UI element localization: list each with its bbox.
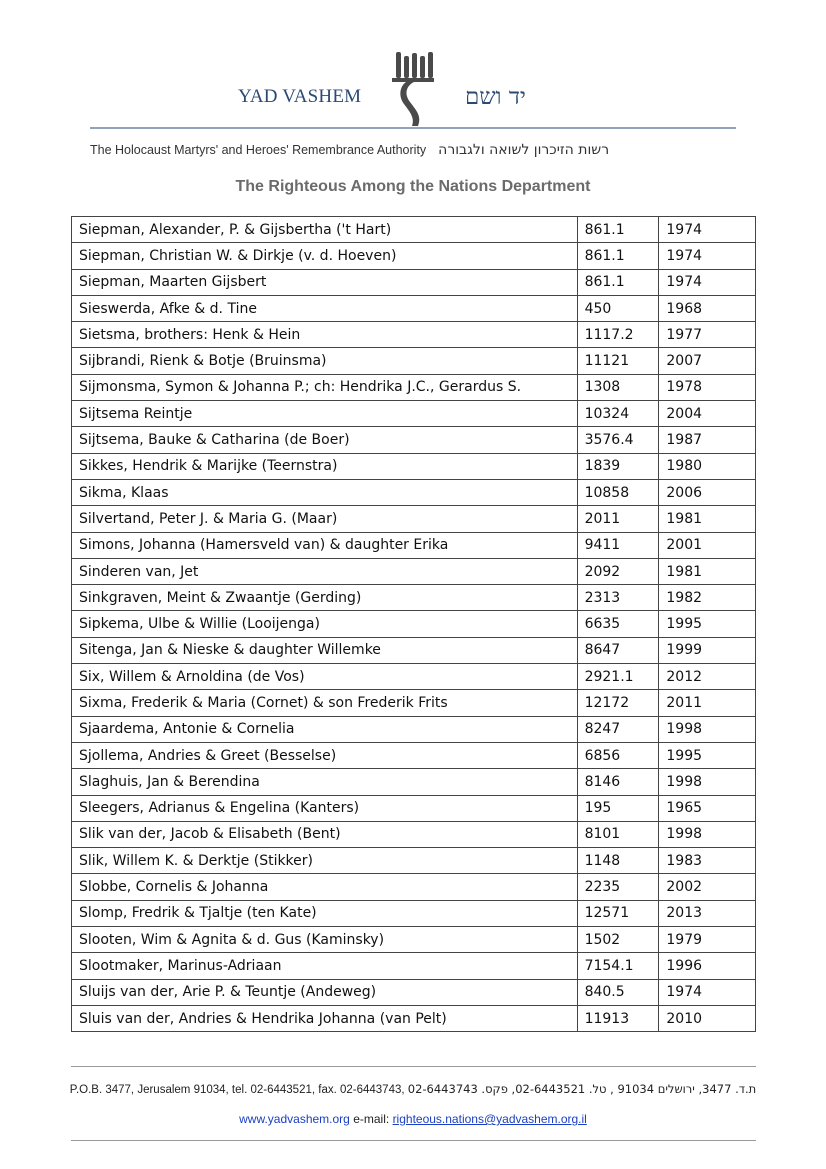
- row-year-cell: 1974: [659, 217, 756, 243]
- table-row: [72, 374, 756, 400]
- row-year-cell: 1974: [659, 243, 756, 269]
- row-year-cell: 1995: [659, 742, 756, 768]
- row-file-cell: 12172: [577, 690, 659, 716]
- row-file-cell: 2011: [577, 506, 659, 532]
- row-name-cell: Slomp, Fredrik & Tjaltje (ten Kate): [72, 900, 578, 926]
- table-row: [72, 1005, 756, 1031]
- email-label: e-mail:: [353, 1112, 390, 1126]
- row-file-cell: 8146: [577, 769, 659, 795]
- row-file-cell: 1502: [577, 927, 659, 953]
- row-year-cell: 2004: [659, 401, 756, 427]
- row-name-cell: Slootmaker, Marinus-Adriaan: [72, 953, 578, 979]
- website-link[interactable]: www.yadvashem.org: [239, 1112, 350, 1126]
- row-year-cell: 1980: [659, 453, 756, 479]
- table-row: [72, 900, 756, 926]
- row-year-cell: 1981: [659, 506, 756, 532]
- row-name-cell: Sixma, Frederik & Maria (Cornet) & son Frederik Frits: [72, 690, 578, 716]
- table-row: [72, 664, 756, 690]
- row-file-cell: 7154.1: [577, 953, 659, 979]
- row-year-cell: 1965: [659, 795, 756, 821]
- row-file-cell: 9411: [577, 532, 659, 558]
- row-file-cell: 861.1: [577, 243, 659, 269]
- row-name-cell: Siepman, Christian W. & Dirkje (v. d. Hoeven): [72, 243, 578, 269]
- row-year-cell: 1998: [659, 821, 756, 847]
- row-name-cell: Sietsma, brothers: Henk & Hein: [72, 322, 578, 348]
- table-row: [72, 453, 756, 479]
- brand-name-english: YAD VASHEM: [238, 86, 362, 107]
- row-name-cell: Sinkgraven, Meint & Zwaantje (Gerding): [72, 585, 578, 611]
- row-year-cell: 2012: [659, 664, 756, 690]
- row-file-cell: 6856: [577, 742, 659, 768]
- authority-english: The Holocaust Martyrs' and Heroes' Remembrance Authority: [90, 143, 427, 157]
- table-row: [72, 690, 756, 716]
- row-file-cell: 1308: [577, 374, 659, 400]
- row-name-cell: Sipkema, Ulbe & Willie (Looijenga): [72, 611, 578, 637]
- row-name-cell: Slobbe, Cornelis & Johanna: [72, 874, 578, 900]
- row-name-cell: Slaghuis, Jan & Berendina: [72, 769, 578, 795]
- email-link[interactable]: righteous.nations@yadvashem.org.il: [392, 1112, 587, 1126]
- footer-address: P.O.B. 3477, Jerusalem 91034, tel. 02-6443521, fax. 02-6443743, ת.ד. 3477, ירושלים 91034 , טל. 02-6443521, פקס. 02-6443743: [69, 1082, 757, 1096]
- row-file-cell: 450: [577, 295, 659, 321]
- row-name-cell: Sijbrandi, Rienk & Botje (Bruinsma): [72, 348, 578, 374]
- row-year-cell: 1996: [659, 953, 756, 979]
- table-row: [72, 742, 756, 768]
- row-file-cell: 1148: [577, 848, 659, 874]
- row-year-cell: 1981: [659, 558, 756, 584]
- table-row: [72, 427, 756, 453]
- table-row: [72, 795, 756, 821]
- row-file-cell: 2313: [577, 585, 659, 611]
- row-year-cell: 1982: [659, 585, 756, 611]
- row-year-cell: 1974: [659, 979, 756, 1005]
- row-name-cell: Slooten, Wim & Agnita & d. Gus (Kaminsky): [72, 927, 578, 953]
- header-divider: [90, 127, 736, 129]
- row-file-cell: 2235: [577, 874, 659, 900]
- table-row: [72, 479, 756, 505]
- table-row: [72, 953, 756, 979]
- row-file-cell: 11913: [577, 1005, 659, 1031]
- row-year-cell: 2002: [659, 874, 756, 900]
- table-row: [72, 217, 756, 243]
- table-row: [72, 637, 756, 663]
- row-name-cell: Sieswerda, Afke & d. Tine: [72, 295, 578, 321]
- table-row: [72, 506, 756, 532]
- table-row: [72, 611, 756, 637]
- footer-divider-top: [71, 1066, 756, 1067]
- row-name-cell: Sluijs van der, Arie P. & Teuntje (Andeweg): [72, 979, 578, 1005]
- department-title: The Righteous Among the Nations Department: [235, 178, 591, 195]
- row-year-cell: 1987: [659, 427, 756, 453]
- row-year-cell: 1998: [659, 716, 756, 742]
- row-name-cell: Sitenga, Jan & Nieske & daughter Willemke: [72, 637, 578, 663]
- footer-divider-bottom: [71, 1140, 756, 1141]
- brand-name-hebrew: יד ושם: [465, 84, 526, 110]
- row-name-cell: Sjollema, Andries & Greet (Besselse): [72, 742, 578, 768]
- row-year-cell: 1998: [659, 769, 756, 795]
- row-name-cell: Slik van der, Jacob & Elisabeth (Bent): [72, 821, 578, 847]
- row-file-cell: 8647: [577, 637, 659, 663]
- authority-hebrew: רשות הזיכרון לשואה ולגבורה: [438, 142, 610, 158]
- row-file-cell: 12571: [577, 900, 659, 926]
- row-name-cell: Sijtsema, Bauke & Catharina (de Boer): [72, 427, 578, 453]
- table-row: [72, 874, 756, 900]
- table-row: [72, 295, 756, 321]
- table-row: [72, 269, 756, 295]
- row-file-cell: 2092: [577, 558, 659, 584]
- table-row: [72, 927, 756, 953]
- address-english: P.O.B. 3477, Jerusalem 91034, tel. 02-6443521, fax. 02-6443743: [69, 1084, 402, 1096]
- table-row: [72, 848, 756, 874]
- row-name-cell: Sinderen van, Jet: [72, 558, 578, 584]
- row-name-cell: Sleegers, Adrianus & Engelina (Kanters): [72, 795, 578, 821]
- row-name-cell: Six, Willem & Arnoldina (de Vos): [72, 664, 578, 690]
- footer-contact: [0, 1112, 826, 1126]
- row-name-cell: Siepman, Alexander, P. & Gijsbertha ('t Hart): [72, 217, 578, 243]
- row-year-cell: 1977: [659, 322, 756, 348]
- row-name-cell: Slik, Willem K. & Derktje (Stikker): [72, 848, 578, 874]
- row-file-cell: 8101: [577, 821, 659, 847]
- table-body: [72, 217, 756, 1032]
- row-file-cell: 1117.2: [577, 322, 659, 348]
- row-name-cell: Simons, Johanna (Hamersveld van) & daughter Erika: [72, 532, 578, 558]
- row-year-cell: 2011: [659, 690, 756, 716]
- row-year-cell: 1999: [659, 637, 756, 663]
- row-file-cell: 1839: [577, 453, 659, 479]
- row-name-cell: Silvertand, Peter J. & Maria G. (Maar): [72, 506, 578, 532]
- table-row: [72, 322, 756, 348]
- row-file-cell: 6635: [577, 611, 659, 637]
- row-name-cell: Sijtsema Reintje: [72, 401, 578, 427]
- row-file-cell: 2921.1: [577, 664, 659, 690]
- row-file-cell: 195: [577, 795, 659, 821]
- table-row: [72, 348, 756, 374]
- row-file-cell: 8247: [577, 716, 659, 742]
- yad-vashem-menorah-logo-icon: [388, 50, 440, 128]
- table-row: [72, 585, 756, 611]
- table-row: [72, 532, 756, 558]
- row-year-cell: 2001: [659, 532, 756, 558]
- row-year-cell: 1974: [659, 269, 756, 295]
- table-row: [72, 821, 756, 847]
- row-file-cell: 10324: [577, 401, 659, 427]
- table-row: [72, 716, 756, 742]
- row-year-cell: 2006: [659, 479, 756, 505]
- table-row: [72, 401, 756, 427]
- row-name-cell: Sjaardema, Antonie & Cornelia: [72, 716, 578, 742]
- row-file-cell: 840.5: [577, 979, 659, 1005]
- row-year-cell: 2007: [659, 348, 756, 374]
- row-file-cell: 3576.4: [577, 427, 659, 453]
- table-row: [72, 769, 756, 795]
- row-name-cell: Siepman, Maarten Gijsbert: [72, 269, 578, 295]
- row-year-cell: 2010: [659, 1005, 756, 1031]
- row-file-cell: 861.1: [577, 269, 659, 295]
- row-name-cell: Sluis van der, Andries & Hendrika Johanna (van Pelt): [72, 1005, 578, 1031]
- row-year-cell: 1995: [659, 611, 756, 637]
- righteous-table: [71, 216, 756, 1032]
- row-year-cell: 1979: [659, 927, 756, 953]
- row-file-cell: 861.1: [577, 217, 659, 243]
- row-name-cell: Sikma, Klaas: [72, 479, 578, 505]
- table-row: [72, 558, 756, 584]
- table-row: [72, 243, 756, 269]
- row-name-cell: Sijmonsma, Symon & Johanna P.; ch: Hendrika J.C., Gerardus S.: [72, 374, 578, 400]
- row-year-cell: 1968: [659, 295, 756, 321]
- row-file-cell: 10858: [577, 479, 659, 505]
- address-hebrew: ת.ד. 3477, ירושלים 91034 , טל. 02-6443521, פקס. 02-6443743: [407, 1082, 757, 1096]
- table-row: [72, 979, 756, 1005]
- row-name-cell: Sikkes, Hendrik & Marijke (Teernstra): [72, 453, 578, 479]
- row-year-cell: 1978: [659, 374, 756, 400]
- row-year-cell: 2013: [659, 900, 756, 926]
- row-file-cell: 11121: [577, 348, 659, 374]
- authority-line: [90, 142, 770, 158]
- row-year-cell: 1983: [659, 848, 756, 874]
